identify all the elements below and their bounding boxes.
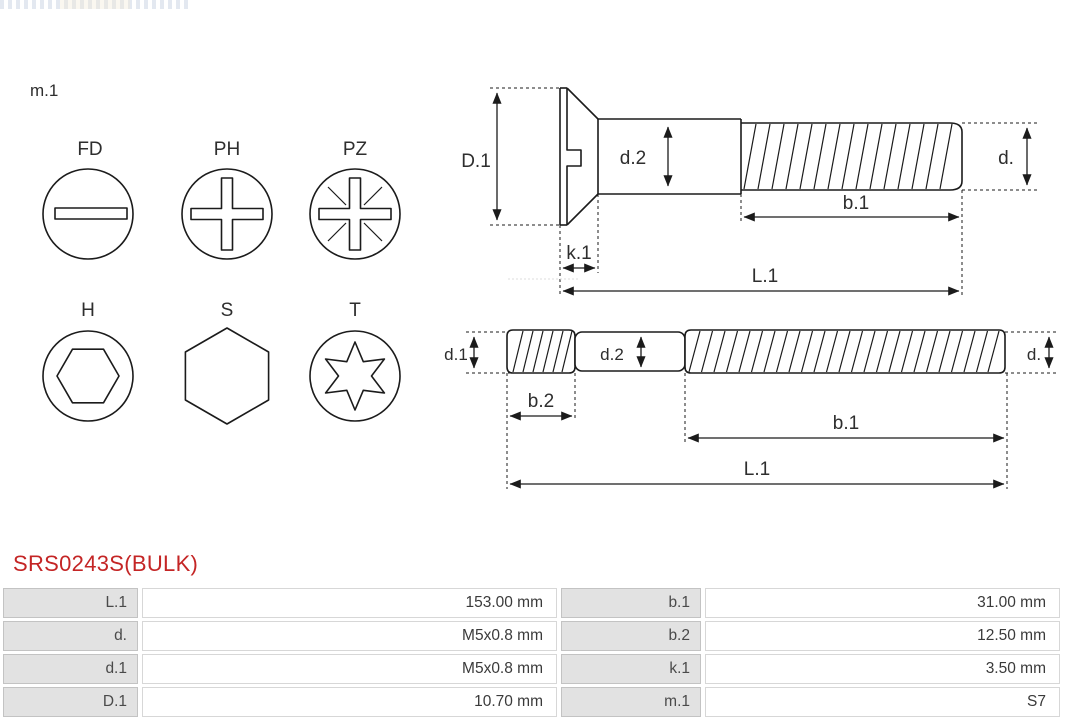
pz-diagonal-marks — [328, 187, 382, 241]
dim-k1-label: k.1 — [566, 243, 592, 264]
hex-head-icon — [185, 300, 268, 424]
dim-b1-label: b.1 — [842, 193, 870, 214]
dim-L1-stud-label: L.1 — [743, 459, 771, 480]
dim-D1-label: D.1 — [461, 151, 491, 172]
spec-key-cell: d. — [3, 621, 138, 651]
spec-value-cell: S7 — [705, 687, 1060, 717]
spec-key-cell: k.1 — [561, 654, 701, 684]
t-label: T — [349, 300, 361, 321]
spec-value-cell: 153.00 mm — [142, 588, 557, 618]
torx-head-icon — [310, 300, 400, 421]
ph-label: PH — [213, 139, 241, 160]
spec-key-cell: d.1 — [3, 654, 138, 684]
fd-label: FD — [77, 139, 103, 160]
fd-head-icon — [43, 139, 133, 259]
spec-value-cell: M5x0.8 mm — [142, 654, 557, 684]
m1-drawing-label: m.1 — [30, 81, 59, 100]
hex-socket-head-icon — [43, 300, 133, 421]
dim-d-stud-label: d. — [1026, 345, 1042, 364]
part-number-title: SRS0243S(BULK) — [13, 551, 199, 576]
spec-table — [3, 588, 1060, 717]
spec-key-cell: L.1 — [3, 588, 138, 618]
dim-d1-label: d.1 — [444, 345, 468, 364]
s-label: S — [220, 300, 234, 321]
pz-head-icon — [310, 139, 400, 259]
spec-value-cell: 3.50 mm — [705, 654, 1060, 684]
dim-d-label: d. — [998, 148, 1014, 169]
stud-drawing — [444, 330, 1059, 489]
spec-value-cell: 12.50 mm — [705, 621, 1060, 651]
dim-b2-label: b.2 — [527, 391, 555, 412]
pz-label: PZ — [342, 139, 368, 160]
dim-d2-stud-label: d.2 — [600, 345, 624, 364]
countersunk-screw-drawing — [461, 88, 1038, 296]
dim-L1-label: L.1 — [751, 266, 779, 287]
spec-key-cell: m.1 — [561, 687, 701, 717]
spec-key-cell: D.1 — [3, 687, 138, 717]
spec-value-cell: 10.70 mm — [142, 687, 557, 717]
spec-value-cell: 31.00 mm — [705, 588, 1060, 618]
ph-head-icon — [182, 139, 272, 259]
dim-b1-stud-label: b.1 — [832, 413, 860, 434]
h-label: H — [81, 300, 95, 321]
spec-key-cell: b.1 — [561, 588, 701, 618]
spec-key-cell: b.2 — [561, 621, 701, 651]
dim-d2-label: d.2 — [619, 148, 647, 169]
spec-value-cell: M5x0.8 mm — [142, 621, 557, 651]
thread-hatching — [744, 124, 952, 189]
